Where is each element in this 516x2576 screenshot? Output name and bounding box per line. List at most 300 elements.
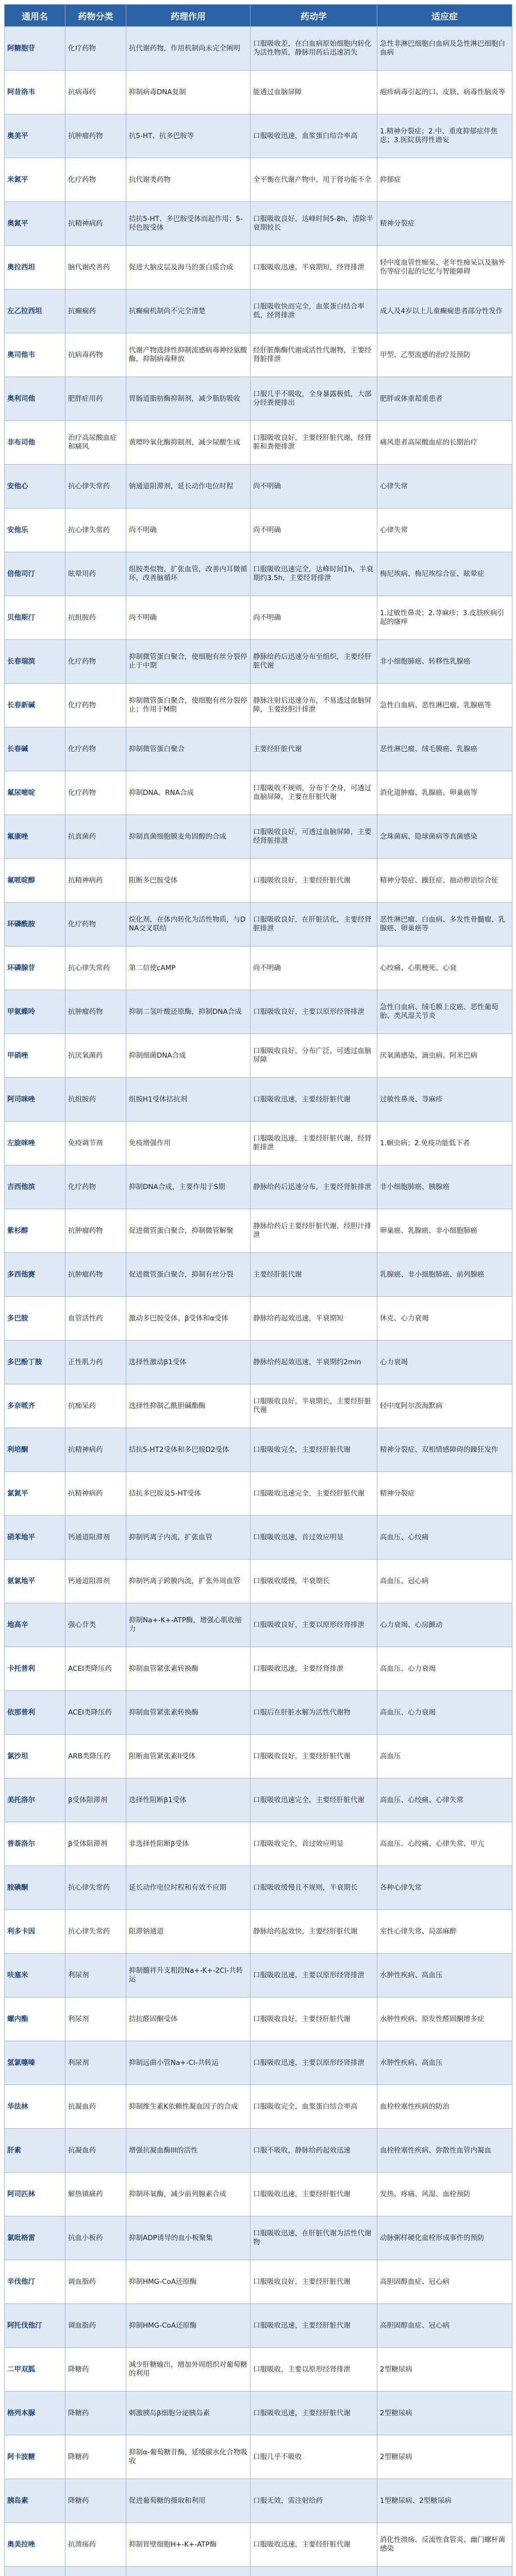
cell-drug-class: 降糖药 [65, 2479, 126, 2523]
cell-pharmacology: 拮抗5-HT2受体和多巴胺D2受体 [126, 1428, 251, 1472]
cell-pharmacokinetics: 口服吸收迅速，主要以原形经肾排泄 [251, 2041, 377, 2085]
cell-generic-name: 氟哌啶醇 [5, 859, 65, 903]
cell-pharmacology: 拮抗多巴胺及5-HT受体 [126, 1472, 251, 1516]
cell-pharmacokinetics: 静脉给药后迅速分布，主要经肾脏排泄 [251, 1165, 377, 1209]
cell-drug-class: 钙通道阻滞剂 [65, 1516, 126, 1560]
cell-pharmacology: 代谢产物选择性抑制流感病毒神经氨酸酶，抑制病毒释放 [126, 333, 251, 377]
cell-generic-name: 辛伐他汀 [5, 2260, 65, 2304]
cell-drug-class: 降糖药 [65, 2435, 126, 2479]
cell-pharmacology: 减少肝糖输出，增加外周组织对葡萄糖的利用 [126, 2348, 251, 2392]
cell-generic-name: 奥司他韦 [5, 333, 65, 377]
cell-generic-name: 利培酮 [5, 1428, 65, 1472]
cell-generic-name: 紫杉醇 [5, 1209, 65, 1253]
cell-generic-name: 贝他斯汀 [5, 596, 65, 640]
cell-pharmacology: 抑制髓袢升支粗段Na+-K+-2Cl-共转运 [126, 1954, 251, 1997]
table-row [5, 2523, 512, 2567]
cell-generic-name: 阿托伐他汀 [5, 2304, 65, 2348]
cell-generic-name: 安他乐 [5, 509, 65, 552]
cell-indications: 心绞痛、心肌梗死、心衰 [377, 946, 512, 990]
cell-drug-class: 化疗药物 [65, 771, 126, 815]
cell-generic-name: 氯沙坦 [5, 1735, 65, 1778]
cell-generic-name: 环磷腺苷 [5, 946, 65, 990]
cell-pharmacology: 抑制钙离子内流，扩张血管 [126, 1516, 251, 1560]
cell-pharmacology: 阻滞钠通道 [126, 1910, 251, 1954]
cell-drug-class: 抗真菌药 [65, 815, 126, 859]
cell-generic-name: 环磷酰胺 [5, 903, 65, 946]
cell-drug-class: ACEI类降压药 [65, 1647, 126, 1691]
cell-indications [377, 2567, 512, 2576]
cell-pharmacology: 抑制α-葡萄糖苷酶，延缓碳水化合物吸收 [126, 2435, 251, 2479]
cell-drug-class: ARB类降压药 [65, 1735, 126, 1778]
table-row [5, 2304, 512, 2348]
cell-indications: 精神分裂症、双相情感障碍的躁狂发作 [377, 1428, 512, 1472]
cell-drug-class: 抗组胺药 [65, 596, 126, 640]
cell-pharmacokinetics: 口服吸收迅速，主要经肝脏代谢 [251, 2173, 377, 2216]
cell-generic-name: 奥氮平 [5, 202, 65, 246]
table-row [5, 2260, 512, 2304]
table-row [5, 377, 512, 421]
cell-drug-class: 抗痴呆药 [65, 1384, 126, 1428]
cell-generic-name: 米氮平 [5, 158, 65, 202]
cell-pharmacology: 抑制维生素K依赖性凝血因子的合成 [126, 2085, 251, 2129]
cell-pharmacokinetics: 口服吸收良好，主要经肝脏代谢，经肾脏和粪便排泄 [251, 421, 377, 465]
cell-pharmacology: 抑制微管蛋白聚合，使细胞有丝分裂停止；作用于M期 [126, 684, 251, 727]
table-row [5, 2435, 512, 2479]
table-row [5, 1253, 512, 1297]
cell-pharmacology: 促进葡萄糖的摄取和利用 [126, 2479, 251, 2523]
table-row [5, 1122, 512, 1165]
cell-pharmacology: 抑制HMG-CoA还原酶 [126, 2260, 251, 2304]
cell-generic-name: 长春碱 [5, 727, 65, 771]
cell-indications: 急性非淋巴细胞白血病及急性淋巴细胞白血病 [377, 27, 512, 71]
cell-indications: 血栓栓塞性疾病的防治 [377, 2085, 512, 2129]
cell-generic-name: 呋塞米 [5, 1954, 65, 1997]
cell-drug-class: 化疗药物 [65, 158, 126, 202]
cell-generic-name: 多巴酚丁胺 [5, 1341, 65, 1384]
cell-pharmacokinetics: 口服吸收迅速，主要经肝脏代谢 [251, 1078, 377, 1122]
cell-indications: 血栓栓塞性疾病、弥散性血管内凝血 [377, 2129, 512, 2173]
cell-pharmacology: 抑制HMG-CoA还原酶 [126, 2304, 251, 2348]
cell-pharmacokinetics: 口服吸收迅速完全，达峰时间1h，半衰期约3.5h，主要经肾排泄 [251, 552, 377, 596]
cell-generic-name [5, 2567, 65, 2576]
table-row [5, 946, 512, 990]
cell-indications: 卵巢癌、乳腺癌、非小细胞肺癌 [377, 1209, 512, 1253]
table-row [5, 465, 512, 509]
table-row [5, 1866, 512, 1910]
cell-generic-name: 华法林 [5, 2085, 65, 2129]
cell-pharmacokinetics: 口服吸收完全，血浆蛋白结合率高 [251, 2085, 377, 2129]
cell-pharmacology: 抗代谢类药物 [126, 158, 251, 202]
cell-indications: 心力衰竭、心房颤动 [377, 1603, 512, 1647]
cell-drug-class: 抗癫痫药 [65, 290, 126, 333]
cell-generic-name: 硝苯地平 [5, 1516, 65, 1560]
cell-pharmacokinetics: 口服吸收迅速，主要经肝脏代谢 [251, 2523, 377, 2567]
cell-pharmacokinetics: 口服吸收缓慢且不规则，半衰期长 [251, 1866, 377, 1910]
cell-pharmacokinetics: 全平衡在代谢产物中，用于肾功能不全 [251, 158, 377, 202]
cell-pharmacology: 选择性阻断β1受体 [126, 1778, 251, 1822]
cell-drug-class: 利尿剂 [65, 1997, 126, 2041]
cell-pharmacokinetics: 尚不明确 [251, 946, 377, 990]
cell-pharmacokinetics: 静脉给药后主要经肝脏代谢，经胆汁排泄 [251, 1209, 377, 1253]
cell-pharmacokinetics: 口服吸收良好，主要以原形经肾排泄 [251, 1603, 377, 1647]
cell-indications: 抑郁症 [377, 158, 512, 202]
cell-drug-class: 解热镇痛药 [65, 2173, 126, 2216]
table-row [5, 1647, 512, 1691]
cell-drug-class: 抗心律失常药 [65, 1910, 126, 1954]
cell-indications: 休克、心力衰竭 [377, 1297, 512, 1341]
cell-drug-class: ACEI类降压药 [65, 1691, 126, 1735]
cell-pharmacokinetics: 口服吸收良好，主要经肝脏代谢 [251, 2260, 377, 2304]
cell-pharmacology: 免疫增强作用 [126, 1122, 251, 1165]
drug-table-page [0, 4, 516, 2576]
cell-indications: 1.过敏性鼻炎；2.荨麻疹；3.皮肤疾病引起的瘙痒 [377, 596, 512, 640]
cell-pharmacology: 抑制ADP诱导的血小板聚集 [126, 2216, 251, 2260]
cell-pharmacokinetics: 口服吸收差，在白血病原始细胞内转化为活性物质，静脉用药后迅速消失 [251, 27, 377, 71]
cell-pharmacology: 钠通道阻滞剂，延长动作电位时程 [126, 465, 251, 509]
cell-generic-name: 长春瑞滨 [5, 640, 65, 684]
cell-pharmacology: 抑制胃壁细胞H+-K+-ATP酶 [126, 2523, 251, 2567]
cell-indications: 轻中度阿尔茨海默病 [377, 1384, 512, 1428]
table-row [5, 1516, 512, 1560]
cell-pharmacology: 选择性抑制乙酰胆碱酯酶 [126, 1384, 251, 1428]
cell-generic-name: 氟尿嘧啶 [5, 771, 65, 815]
cell-generic-name: 奥美拉唑 [5, 2523, 65, 2567]
table-row [5, 1778, 512, 1822]
cell-pharmacology: 抑制远曲小管Na+-Cl-共转运 [126, 2041, 251, 2085]
cell-indications: 乳腺癌、非小细胞肺癌、前列腺癌 [377, 1253, 512, 1297]
table-row [5, 1034, 512, 1078]
cell-generic-name: 美托洛尔 [5, 1778, 65, 1822]
cell-generic-name: 多巴胺 [5, 1297, 65, 1341]
cell-drug-class: 抗精神病药 [65, 1472, 126, 1516]
cell-pharmacokinetics: 口服几乎不吸收，全身暴露极低，大部分经粪便排出 [251, 377, 377, 421]
cell-indications: 梅尼埃病、梅尼埃综合征、眩晕症 [377, 552, 512, 596]
cell-pharmacology: 拮抗5-HT、多巴胺受体而起作用；5-羟色胺受体 [126, 202, 251, 246]
cell-indications: 精神分裂症 [377, 202, 512, 246]
cell-generic-name: 安他心 [5, 465, 65, 509]
table-row [5, 1472, 512, 1516]
cell-drug-class: 血管活性药 [65, 1297, 126, 1341]
cell-indications: 恶性淋巴瘤、绒毛膜癌、乳腺癌 [377, 727, 512, 771]
cell-indications: 动脉粥样硬化血栓形成事件的预防 [377, 2216, 512, 2260]
cell-drug-class: 抗心律失常药 [65, 1866, 126, 1910]
cell-generic-name: 奥利司他 [5, 377, 65, 421]
cell-pharmacokinetics: 口服吸收良好，半衰期长，主要经肝脏代谢 [251, 1384, 377, 1428]
cell-pharmacology: 抑制DNA、RNA合成 [126, 771, 251, 815]
cell-generic-name: 普萘洛尔 [5, 1822, 65, 1866]
cell-drug-class: 抗肿瘤药物 [65, 1209, 126, 1253]
cell-drug-class: 抗病毒药物 [65, 333, 126, 377]
table-row [5, 333, 512, 377]
cell-pharmacology: 拮抗醛固酮受体 [126, 1997, 251, 2041]
cell-pharmacokinetics: 口服吸收良好，在肝脏活化，主要经肾脏排泄 [251, 903, 377, 946]
cell-pharmacology: 组胺H1受体拮抗剂 [126, 1078, 251, 1122]
cell-pharmacokinetics: 口服吸收快而完全，血浆蛋白结合率低，经肾排泄 [251, 290, 377, 333]
cell-pharmacology: 尚不明确 [126, 596, 251, 640]
cell-pharmacology: 非选择性阻断β受体 [126, 1822, 251, 1866]
cell-indications: 心律失常 [377, 509, 512, 552]
cell-pharmacokinetics: 口服吸收迅速，血浆蛋白结合率高 [251, 114, 377, 158]
cell-drug-class: 抗心律失常药 [65, 465, 126, 509]
cell-pharmacokinetics: 口服吸收不规则，分布于全身，可透过血脑屏障，主要在肝脏代谢 [251, 771, 377, 815]
table-row [5, 1603, 512, 1647]
table-row [5, 1078, 512, 1122]
cell-drug-class: 强心苷类 [65, 1603, 126, 1647]
cell-indications: 非小细胞肺癌、转移性乳腺癌 [377, 640, 512, 684]
cell-generic-name: 阿司咪唑 [5, 1078, 65, 1122]
cell-indications: 成人及4岁以上儿童癫痫患者部分性发作 [377, 290, 512, 333]
cell-indications: 急性白血病、恶性淋巴瘤、乳腺癌等 [377, 684, 512, 727]
cell-pharmacology: 尚不明确 [126, 509, 251, 552]
cell-drug-class: 化疗药物 [65, 684, 126, 727]
cell-indications: 消化性溃疡、反流性食管炎、幽门螺杆菌感染 [377, 2523, 512, 2567]
cell-pharmacokinetics: 口服吸收迅速完全，主要经肝脏代谢 [251, 1472, 377, 1516]
cell-indications: 高胆固醇血症、冠心病 [377, 2304, 512, 2348]
table-row [5, 684, 512, 727]
table-row [5, 421, 512, 465]
cell-drug-class: 抗心律失常药 [65, 509, 126, 552]
cell-indications: 非小细胞肺癌、胰腺癌 [377, 1165, 512, 1209]
cell-generic-name: 格列本脲 [5, 2392, 65, 2435]
cell-drug-class: 抗肿瘤药物 [65, 990, 126, 1034]
cell-drug-class: 脑代谢改善药 [65, 246, 126, 290]
cell-pharmacokinetics: 口服吸收良好，主要以原形经肾排泄 [251, 990, 377, 1034]
cell-pharmacokinetics: 口服吸收缓慢，半衰期长 [251, 1560, 377, 1603]
cell-pharmacokinetics: 静脉给药起效迅速，半衰期约2min [251, 1341, 377, 1384]
cell-generic-name: 阿司匹林 [5, 2173, 65, 2216]
table-row [5, 290, 512, 333]
table-row [5, 815, 512, 859]
cell-pharmacology: 组胺类似物，扩张血管，改善内耳微循环，改善脑循环 [126, 552, 251, 596]
table-row [5, 771, 512, 815]
cell-pharmacology: 胃肠道脂肪酶抑制剂，减少脂肪吸收 [126, 377, 251, 421]
cell-drug-class: 抗精神病药 [65, 202, 126, 246]
cell-indications: 急性白血病、绒毛膜上皮癌、恶性葡萄胎、类风湿关节炎 [377, 990, 512, 1034]
cell-pharmacokinetics: 口服吸收迅速，主要经肝脏代谢 [251, 2392, 377, 2435]
cell-drug-class: 抗肿瘤药物 [65, 1253, 126, 1297]
table-row [5, 859, 512, 903]
header-indications: 适应症 [377, 5, 512, 27]
cell-generic-name: 非布司他 [5, 421, 65, 465]
cell-indications: 消化道肿瘤、乳腺癌、卵巢癌等 [377, 771, 512, 815]
cell-generic-name: 二甲双胍 [5, 2348, 65, 2392]
cell-indications: 1型糖尿病、2型糖尿病 [377, 2479, 512, 2523]
cell-indications: 厌氧菌感染、滴虫病、阿米巴病 [377, 1034, 512, 1078]
cell-pharmacology: 阻断血管紧张素II受体 [126, 1735, 251, 1778]
cell-drug-class: 降糖药 [65, 2348, 126, 2392]
table-row [5, 903, 512, 946]
cell-indications: 高胆固醇血症、冠心病 [377, 2260, 512, 2304]
cell-drug-class: 抗凝血药 [65, 2085, 126, 2129]
cell-drug-class: 调血脂药 [65, 2260, 126, 2304]
cell-generic-name: 地高辛 [5, 1603, 65, 1647]
cell-pharmacology: 抑制DNA合成，主要作用于S期 [126, 1165, 251, 1209]
cell-indications: 疱疹病毒引起的口、皮肤、病毒性脑炎等 [377, 71, 512, 114]
cell-indications: 肥胖或体重超重患者 [377, 377, 512, 421]
cell-generic-name: 氢氯噻嗪 [5, 2041, 65, 2085]
table-header-row [5, 5, 512, 27]
cell-drug-class: 化疗药物 [65, 727, 126, 771]
cell-pharmacokinetics: 尚不明确 [251, 465, 377, 509]
cell-pharmacokinetics: 口服无效，需注射给药 [251, 2479, 377, 2523]
cell-pharmacokinetics: 口服吸收迅速，主要以原形经肾排泄 [251, 1954, 377, 1997]
cell-pharmacokinetics: 主要经肝脏代谢 [251, 727, 377, 771]
cell-pharmacokinetics: 主要经肝脏代谢 [251, 1253, 377, 1297]
cell-generic-name: 阿卡波糖 [5, 2435, 65, 2479]
cell-indications: 2型糖尿病 [377, 2348, 512, 2392]
cell-generic-name: 卡托普利 [5, 1647, 65, 1691]
table-row [5, 990, 512, 1034]
cell-drug-class: β受体阻滞剂 [65, 1778, 126, 1822]
table-row [5, 2041, 512, 2085]
cell-pharmacology: 选择性激动β1受体 [126, 1341, 251, 1384]
cell-drug-class: 抗精神病药 [65, 1428, 126, 1472]
table-body [5, 27, 512, 2576]
cell-indications: 水肿性疾病、高血压 [377, 1954, 512, 1997]
cell-indications: 心律失常 [377, 465, 512, 509]
cell-drug-class: 治疗高尿酸血症和痛风 [65, 421, 126, 465]
cell-drug-class: 抗组胺药 [65, 1078, 126, 1122]
cell-drug-class: 抗肿瘤药物 [65, 114, 126, 158]
cell-indications: 高血压、心力衰竭 [377, 1691, 512, 1735]
cell-pharmacokinetics: 口服吸收良好，主要经肝脏代谢 [251, 1997, 377, 2041]
table-row [5, 1165, 512, 1209]
cell-drug-class: 化疗药物 [65, 1165, 126, 1209]
table-row [5, 1297, 512, 1341]
cell-drug-class: 抗厌氧菌药 [65, 1034, 126, 1078]
cell-generic-name: 阿糖胞苷 [5, 27, 65, 71]
cell-pharmacology: 黄嘌呤氧化酶抑制剂，减少尿酸生成 [126, 421, 251, 465]
cell-indications: 痛风患者高尿酸血症的长期治疗 [377, 421, 512, 465]
cell-generic-name: 氯吡格雷 [5, 2216, 65, 2260]
cell-pharmacology: 烷化剂，在体内转化为活性物质，与DNA交叉联结 [126, 903, 251, 946]
cell-generic-name: 利多卡因 [5, 1910, 65, 1954]
table-row [5, 27, 512, 71]
cell-indications: 心力衰竭 [377, 1341, 512, 1384]
cell-pharmacology: 抑制细菌DNA合成 [126, 1034, 251, 1078]
cell-drug-class: 化疗药物 [65, 27, 126, 71]
cell-pharmacokinetics: 口服吸收良好，可透过血脑屏障，主要经肾脏排泄 [251, 815, 377, 859]
cell-generic-name: 肝素 [5, 2129, 65, 2173]
cell-pharmacokinetics: 口服吸收迅速，在肝脏代谢为活性代谢物 [251, 2216, 377, 2260]
cell-pharmacology: 抗癫痫机制尚不完全清楚 [126, 290, 251, 333]
cell-pharmacology: 抑制环氧酶，减少前列腺素合成 [126, 2173, 251, 2216]
cell-drug-class: 免疫调节剂 [65, 1122, 126, 1165]
cell-pharmacokinetics: 能透过血脑屏障 [251, 71, 377, 114]
cell-indications: 发热、疼痛、风湿、血栓预防 [377, 2173, 512, 2216]
drug-table [4, 4, 512, 2576]
cell-pharmacokinetics: 经肝脏酯酶代谢成活性代谢物，主要经肾脏排泄 [251, 333, 377, 377]
cell-pharmacology: 刺激胰岛β细胞分泌胰岛素 [126, 2392, 251, 2435]
cell-pharmacokinetics: 口服后在肝脏水解为活性代谢物 [251, 1691, 377, 1735]
cell-indications: 水肿性疾病、原发性醛固酮增多症 [377, 1997, 512, 2041]
cell-generic-name: 氨氯地平 [5, 1560, 65, 1603]
header-drug-class: 药物分类 [65, 5, 126, 27]
cell-pharmacology: 抑制钙离子跨膜内流，扩张外周血管 [126, 1560, 251, 1603]
table-row [5, 2216, 512, 2260]
table-row [5, 2567, 512, 2576]
cell-pharmacokinetics [251, 2567, 377, 2576]
cell-drug-class: β受体阻滞剂 [65, 1822, 126, 1866]
cell-pharmacokinetics: 口服吸收迅速，主要经肾排泄 [251, 1647, 377, 1691]
table-row [5, 2392, 512, 2435]
cell-pharmacology: 抑制微管蛋白聚合，使细胞有丝分裂停止于中期 [126, 640, 251, 684]
cell-drug-class: 抗精神病药 [65, 859, 126, 903]
cell-pharmacokinetics: 口服几乎不吸收 [251, 2435, 377, 2479]
table-row [5, 1822, 512, 1866]
cell-generic-name: 奥美平 [5, 114, 65, 158]
table-row [5, 727, 512, 771]
cell-pharmacology: 第二信使cAMP [126, 946, 251, 990]
table-row [5, 1560, 512, 1603]
cell-pharmacology: 抑制Na+-K+-ATP酶，增强心肌收缩力 [126, 1603, 251, 1647]
cell-generic-name: 左乙拉西坦 [5, 290, 65, 333]
cell-pharmacology: 抑制微管蛋白聚合 [126, 727, 251, 771]
table-row [5, 640, 512, 684]
cell-generic-name: 吉西他滨 [5, 1165, 65, 1209]
cell-pharmacokinetics: 口服吸收迅速，主要经肝脏代谢 [251, 2304, 377, 2348]
cell-pharmacokinetics: 静脉注射后迅速分布，不易透过血脑屏障，主要经胆汁排泄 [251, 684, 377, 727]
table-row [5, 1691, 512, 1735]
cell-indications: 精神分裂症 [377, 1472, 512, 1516]
table-row [5, 2085, 512, 2129]
cell-generic-name: 多奈哌齐 [5, 1384, 65, 1428]
table-row [5, 158, 512, 202]
cell-generic-name: 氟康唑 [5, 815, 65, 859]
cell-pharmacology: 抑制血管紧张素转换酶 [126, 1691, 251, 1735]
cell-pharmacokinetics: 口服吸收迅速，首过效应明显 [251, 1516, 377, 1560]
cell-pharmacokinetics: 静脉给药起效迅速，半衰期短 [251, 1297, 377, 1341]
table-row [5, 202, 512, 246]
cell-pharmacology: 增强抗凝血酶III的活性 [126, 2129, 251, 2173]
table-row [5, 596, 512, 640]
cell-drug-class: 抗血小板药 [65, 2216, 126, 2260]
cell-drug-class: 抗心律失常药 [65, 946, 126, 990]
cell-pharmacokinetics: 口服吸收迅速，主要经肝脏代谢，经肾脏排泄 [251, 1122, 377, 1165]
cell-pharmacology: 促进微管蛋白聚合，抑制微管解聚 [126, 1209, 251, 1253]
cell-indications: 高血压、心绞痛、心律失常 [377, 1778, 512, 1822]
cell-drug-class: 眩晕用药 [65, 552, 126, 596]
cell-drug-class: 抗凝血药 [65, 2129, 126, 2173]
table-row [5, 2173, 512, 2216]
table-row [5, 2129, 512, 2173]
cell-drug-class: 降糖药 [65, 2392, 126, 2435]
cell-pharmacokinetics: 口服吸收良好，分布广泛，可透过血脑屏障 [251, 1034, 377, 1078]
cell-pharmacokinetics: 口服吸收良好，达峰时间5-8h，清除半衰期较长 [251, 202, 377, 246]
cell-generic-name: 甲硝唑 [5, 1034, 65, 1078]
cell-generic-name: 长春新碱 [5, 684, 65, 727]
cell-indications: 室性心律失常、局部麻醉 [377, 1910, 512, 1954]
cell-pharmacology: 阻断多巴胺受体 [126, 859, 251, 903]
cell-pharmacology: 延长动作电位时程和有效不应期 [126, 1866, 251, 1910]
cell-indications: 精神分裂症、躁狂症、抽动秽语综合征 [377, 859, 512, 903]
cell-drug-class: 化疗药物 [65, 640, 126, 684]
cell-drug-class: 正性肌力药 [65, 1341, 126, 1384]
table-row [5, 552, 512, 596]
cell-pharmacokinetics: 口服吸收良好，主要经肝脏代谢 [251, 1735, 377, 1778]
cell-pharmacokinetics: 口服吸收，主要以原形经肾排泄 [251, 2348, 377, 2392]
cell-indications: 甲型、乙型流感的治疗及预防 [377, 333, 512, 377]
cell-drug-class [65, 2567, 126, 2576]
table-row [5, 1209, 512, 1253]
cell-pharmacology: 抑制血管紧张素转换酶 [126, 1647, 251, 1691]
cell-indications: 高血压、冠心病 [377, 1560, 512, 1603]
table-row [5, 1341, 512, 1384]
cell-generic-name: 胺碘酮 [5, 1866, 65, 1910]
cell-drug-class: 利尿剂 [65, 2041, 126, 2085]
header-generic-name: 通用名 [5, 5, 65, 27]
cell-indications: 高血压 [377, 1735, 512, 1778]
